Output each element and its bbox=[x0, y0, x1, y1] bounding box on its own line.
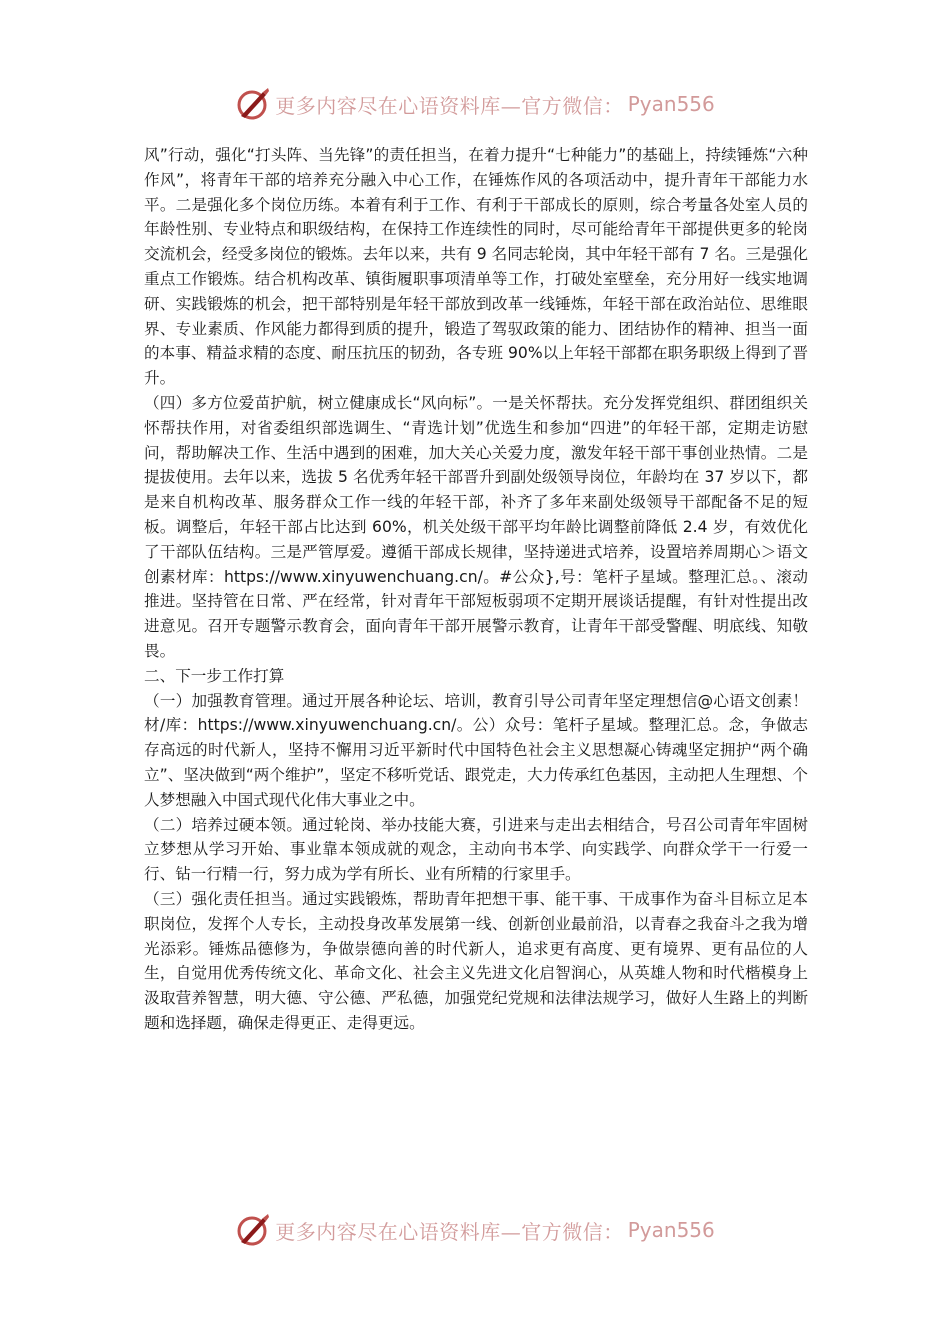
paragraph-5: （三）强化责任担当。通过实践锻炼，帮助青年把想干事、能干事、干成事作为奋斗目标立足本职岗位，发挥个人专长，主动投身改革发展第一线、创新创业最前沿，以青春之我奋斗之我为增光添彩。锤炼品德修为，争做崇德向善的时代新人，追求更有高度、更有境界、更有品位的人生，自觉用优秀传统文化、革命文化、社会主义先进文化启智润心，从英雄人物和时代楷模身上汲取营养智慧，明大德、守公德、严私德，加强党纪党规和法律法规学习，做好人生路上的判断题和选择题，确保走得更正、走得更远。 bbox=[144, 889, 808, 1032]
header-wechat-id: Pyan556 bbox=[627, 92, 715, 116]
section-heading: 二、下一步工作打算 bbox=[144, 666, 285, 685]
paragraph-1: 风”行动，强化“打头阵、当先锋”的责任担当，在着力提升“七种能力”的基础上，持续锤炼“六种作风”，将青年干部的培养充分融入中心工作，在锤炼作风的各项活动中，提升青年干部能力水平。二是强化多个岗位历练。本着有利于工作、有利于干部成长的原则，综合考量各处室人员的年龄性别、专业特点和职级结构，在保持工作连续性的同时，尽可能给青年干部提供更多的轮岗交流机会，经受多岗位的锻炼。去年以来，共有 9 名同志轮岗，其中年轻干部有 7 名。三是强化重点工作锻炼。结合机构改革、镇街履职事项清单等工作，打破处室壁垒，充分用好一线实地调研、实践锻炼的机会，把干部特别是年轻干部放到改革一线锤炼，年轻干部在政治站位、思维眼界、专业素质、作风能力都得到质的提升，锻造了驾驭政策的能力、团结协作的精神、担当一面的本事、精益求精的态度、耐压抗压的韧劲，各专班 90%以上年轻干部都在职务职级上得到了晋升。 bbox=[144, 146, 808, 388]
header-banner-text: 更多内容尽在心语资料库—官方微信： bbox=[275, 93, 624, 118]
footer-wechat-id: Pyan556 bbox=[627, 1218, 715, 1242]
footer-banner-text: 更多内容尽在心语资料库—官方微信： bbox=[275, 1219, 624, 1244]
pen-logo-icon bbox=[235, 86, 271, 122]
footer-watermark-banner bbox=[0, 1208, 950, 1252]
header-watermark-banner bbox=[0, 82, 950, 126]
paragraph-4: （二）培养过硬本领。通过轮岗、举办技能大赛，引进来与走出去相结合，号召公司青年牢固树立梦想从学习开始、事业靠本领成就的观念，主动向书本学、向实践学、向群众学干一行爱一行、钻一行精一行，努力成为学有所长、业有所精的行家里手。 bbox=[144, 815, 808, 884]
paragraph-2: （四）多方位爱苗护航，树立健康成长“风向标”。一是关怀帮扶。充分发挥党组织、群团组织关怀帮扶作用，对省委组织部选调生、“青选计划”优选生和参加“四进”的年轻干部，定期走访慰问，帮助解决工作、生活中遇到的困难，加大关心关爱力度，激发年轻干部干事创业热情。二是提拔使用。去年以来，选拔 5 名优秀年轻干部晋升到副处级领导岗位，年龄均在 37 岁以下，都是来自机构改革、服务群众工作一线的年轻干部，补齐了多年来副处级领导干部配备不足的短板。调整后，年轻干部占比达到 60%，机关处级干部平均年龄比调整前降低 2.4 岁，有效优化了干部队伍结构。三是严管厚爱。遵循干部成长规律，坚持递进式培养，设置培养周期心＞语文创素材库：https://www.xinyuwenchuang.cn/。#公众},号：笔杆子星域。整理汇总。、滚动推进。坚持管在日常、严在经常，针对青年干部短板弱项不定期开展谈话提醒，有针对性提出改进意见。召开专题警示教育会，面向青年干部开展警示教育，让青年干部受警醒、明底线、知敬畏。 bbox=[144, 393, 808, 660]
document-body bbox=[144, 143, 808, 1036]
pen-logo-icon bbox=[235, 1212, 271, 1248]
paragraph-3: （一）加强教育管理。通过开展各种论坛、培训，教育引导公司青年坚定理想信@心语文创素！材/库：https://www.xinyuwenchuang.cn/。公）众号：笔杆子星域。整理汇总。念，争做志存高远的时代新人，坚持不懈用习近平新时代中国特色社会主义思想凝心铸魂坚定拥护“两个确立”、坚决做到“两个维护”，坚定不移听党话、跟党走，大力传承红色基因，主动把人生理想、个人梦想融入中国式现代化伟大事业之中。 bbox=[144, 691, 808, 809]
